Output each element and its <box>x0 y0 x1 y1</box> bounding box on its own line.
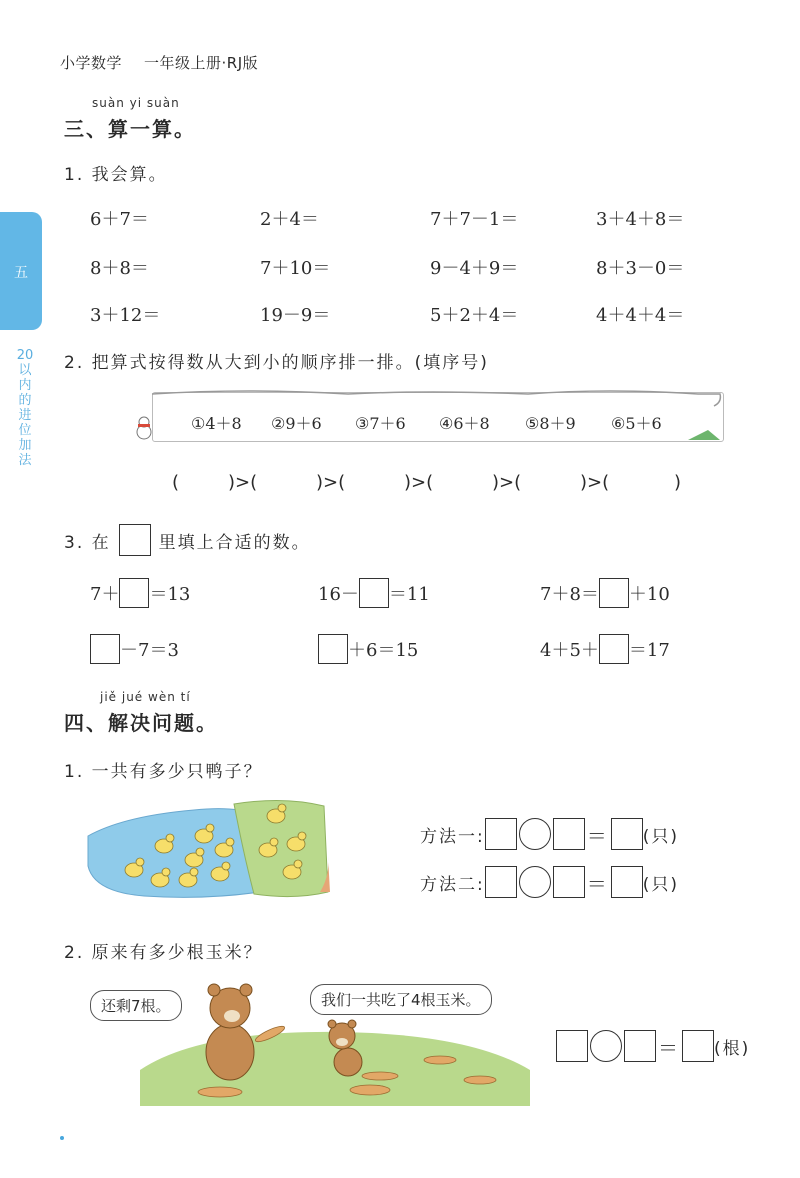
order-paren: )>( <box>228 472 258 493</box>
ducks-illustration <box>84 796 332 902</box>
q3-prompt-end: 里填上合适的数。 <box>158 532 311 553</box>
expression-item: ①4＋8 <box>191 414 242 433</box>
equation: 6＋7＝ <box>90 209 149 230</box>
order-paren: ( <box>172 472 180 493</box>
expression-item: ④6＋8 <box>439 414 490 433</box>
chapter-title: 20以内的进位加法 <box>16 348 34 468</box>
page-dot <box>60 1136 64 1140</box>
equation: 5＋2＋4＝ <box>430 305 519 326</box>
sample-box <box>119 524 151 556</box>
speech-bubble-left: 还剩7根。 <box>90 990 182 1021</box>
expression-item: ②9＋6 <box>271 414 322 433</box>
equation-left: 16－ <box>318 584 359 605</box>
order-paren: )>( <box>580 472 610 493</box>
equation: 7＋10＝ <box>260 258 331 279</box>
fill-equation <box>318 634 418 664</box>
equation-right: ＋6＝15 <box>348 640 419 661</box>
chapter-tab <box>0 212 42 330</box>
equation: 3＋12＝ <box>90 305 161 326</box>
fill-equation <box>318 578 430 608</box>
answer-box[interactable] <box>359 578 389 608</box>
chapter-number: 五 <box>14 265 28 281</box>
fill-equation <box>90 578 190 608</box>
answer-box[interactable] <box>553 866 585 898</box>
expression-item: ⑥5＋6 <box>611 414 662 433</box>
order-paren: ) <box>674 472 682 493</box>
section3-title: 三、算一算。 <box>64 117 196 141</box>
equation-right: ＝13 <box>149 584 191 605</box>
section4-title: 四、解决问题。 <box>64 711 218 735</box>
equation: 2＋4＝ <box>260 209 319 230</box>
order-paren: )>( <box>492 472 522 493</box>
equation: 4＋4＋4＝ <box>596 305 685 326</box>
q3-prompt-start: 3. 在 <box>64 532 111 553</box>
corn-equation-row <box>556 1030 750 1062</box>
section3-pinyin: suàn yi suàn <box>92 96 180 110</box>
equation: 9－4＋9＝ <box>430 258 519 279</box>
answer-box[interactable] <box>556 1030 588 1062</box>
answer-box[interactable] <box>611 866 643 898</box>
s4-q2-prompt: 2. 原来有多少根玉米？ <box>64 943 263 963</box>
equation-right: ＋10 <box>628 584 670 605</box>
q1-prompt: 1. 我会算。 <box>64 165 168 185</box>
equals-sign: ＝ <box>586 823 609 848</box>
equation: 7＋7－1＝ <box>430 209 519 230</box>
equation: 19－9＝ <box>260 305 331 326</box>
answer-box[interactable] <box>90 634 120 664</box>
answer-box[interactable] <box>485 818 517 850</box>
equation-right: －7＝3 <box>120 640 179 661</box>
expression-item: ③7＋6 <box>355 414 406 433</box>
fill-equation <box>540 634 670 664</box>
header-subject: 小学数学 <box>60 54 123 72</box>
equation-left: 7＋8＝ <box>540 584 599 605</box>
fill-equation <box>540 578 670 608</box>
answer-box[interactable] <box>611 818 643 850</box>
header-grade: 一年级上册·RJ版 <box>144 54 259 72</box>
banner-decoration <box>128 388 738 448</box>
answer-box[interactable] <box>119 578 149 608</box>
expression-item: ⑤8＋9 <box>525 414 576 433</box>
operator-circle[interactable] <box>590 1030 622 1062</box>
equals-sign: ＝ <box>658 1035 680 1060</box>
equation-right: ＝11 <box>388 584 430 605</box>
operator-circle[interactable] <box>519 866 551 898</box>
order-paren: )>( <box>404 472 434 493</box>
equation: 3＋4＋8＝ <box>596 209 685 230</box>
equation-left: 4＋5＋ <box>540 640 599 661</box>
method-one-row <box>420 818 679 850</box>
answer-box[interactable] <box>624 1030 656 1062</box>
page-header <box>60 52 258 73</box>
answer-box[interactable] <box>485 866 517 898</box>
answer-box[interactable] <box>318 634 348 664</box>
method-two-row <box>420 866 679 898</box>
section4-pinyin: jiě jué wèn tí <box>100 690 191 704</box>
answer-box[interactable] <box>599 578 629 608</box>
speech-bubble-right: 我们一共吃了4根玉米。 <box>310 984 492 1015</box>
q2-prompt: 2. 把算式按得数从大到小的顺序排一排。(填序号) <box>64 353 489 373</box>
unit-label: (根) <box>714 1038 751 1059</box>
fill-equation <box>90 634 179 664</box>
equation-left: 7＋ <box>90 584 120 605</box>
q3-prompt <box>64 524 311 556</box>
s4-q1-prompt: 1. 一共有多少只鸭子？ <box>64 762 263 782</box>
answer-box[interactable] <box>599 634 629 664</box>
answer-box[interactable] <box>553 818 585 850</box>
unit-label: (只) <box>642 874 679 895</box>
unit-label: (只) <box>642 826 679 847</box>
equals-sign: ＝ <box>586 871 609 896</box>
equation: 8＋3－0＝ <box>596 258 685 279</box>
equation: 8＋8＝ <box>90 258 149 279</box>
method-one-label: 方法一: <box>420 826 485 847</box>
order-paren: )>( <box>316 472 346 493</box>
method-two-label: 方法二: <box>420 874 485 895</box>
equation-right: ＝17 <box>628 640 670 661</box>
answer-box[interactable] <box>682 1030 714 1062</box>
operator-circle[interactable] <box>519 818 551 850</box>
